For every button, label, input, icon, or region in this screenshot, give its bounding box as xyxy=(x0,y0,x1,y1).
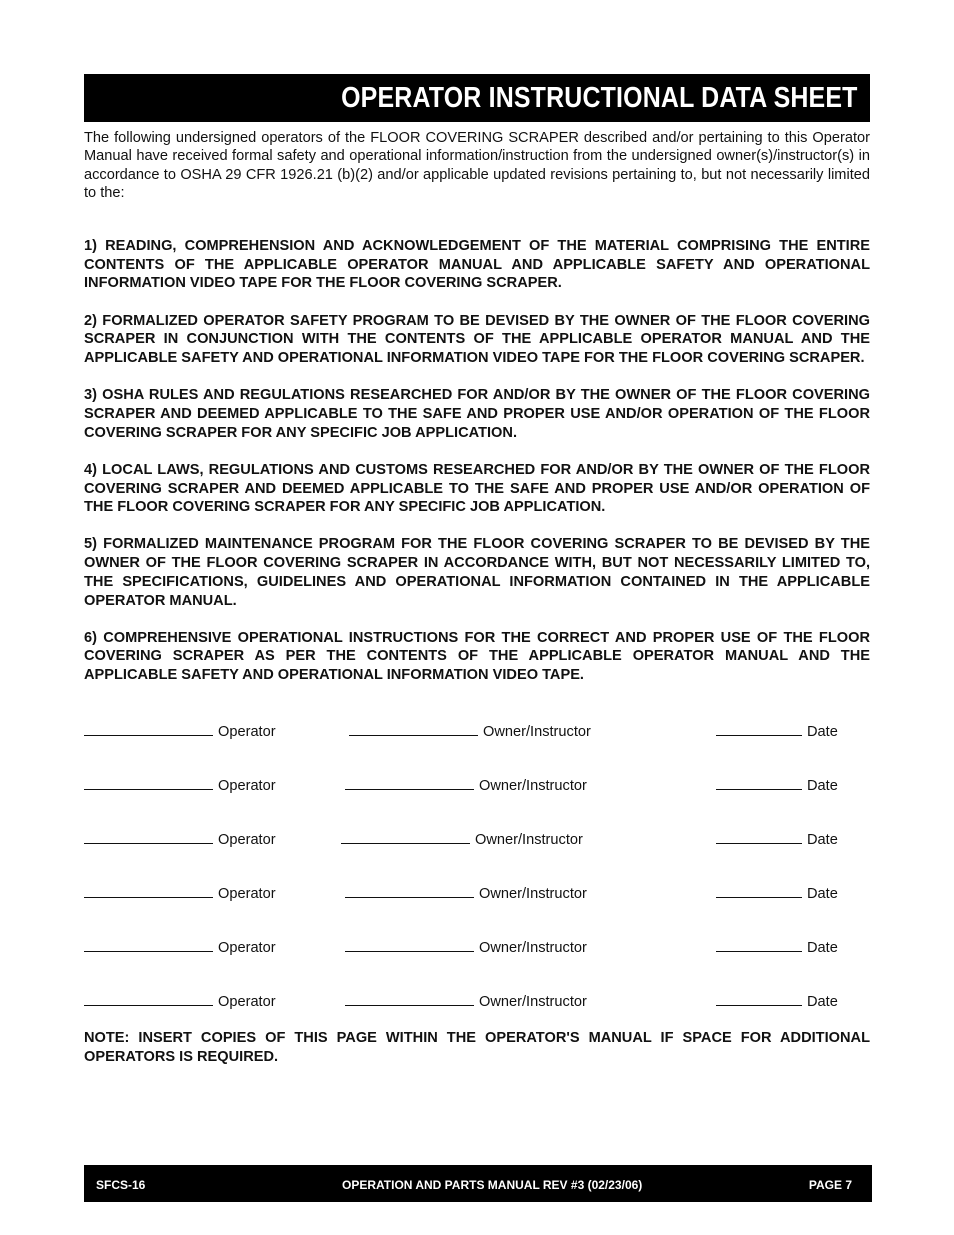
owner-label: Owner/Instructor xyxy=(479,778,587,794)
owner-field[interactable] xyxy=(345,938,587,958)
owner-field[interactable] xyxy=(341,830,583,850)
date-label: Date xyxy=(807,940,838,956)
footer-page-number: PAGE 7 xyxy=(808,1178,852,1192)
owner-blank[interactable] xyxy=(341,831,470,844)
date-field[interactable] xyxy=(716,722,838,742)
date-blank[interactable] xyxy=(716,777,802,790)
owner-label: Owner/Instructor xyxy=(483,724,591,740)
date-label: Date xyxy=(807,994,838,1010)
date-label: Date xyxy=(807,886,838,902)
operator-field[interactable] xyxy=(84,884,276,904)
owner-blank[interactable] xyxy=(345,993,474,1006)
operator-label: Operator xyxy=(218,940,276,956)
signature-row-2 xyxy=(84,776,870,796)
owner-label: Owner/Instructor xyxy=(479,886,587,902)
owner-label: Owner/Instructor xyxy=(479,940,587,956)
footer-manual-title: OPERATION AND PARTS MANUAL REV #3 (02/23/06) xyxy=(342,1178,643,1192)
operator-field[interactable] xyxy=(84,992,276,1012)
operator-blank[interactable] xyxy=(84,831,213,844)
owner-label: Owner/Instructor xyxy=(479,994,587,1010)
instruction-item-4: 4) LOCAL LAWS, REGULATIONS AND CUSTOMS RESEARCHED FOR AND/OR BY THE OWNER OF THE FLOOR COVERING SCRAPER AND DEEMED APPLICABLE TO THE SAFE AND PROPER USE AND/OR OPERATION OF THE FLOOR COVERING SCRAPER FOR ANY SPECIFIC JOB APPLICATION. xyxy=(84,461,870,516)
instruction-item-2: 2) FORMALIZED OPERATOR SAFETY PROGRAM TO BE DEVISED BY THE OWNER OF THE FLOOR COVERING SCRAPER IN CONJUNCTION WITH THE CONTENTS OF THE APPLICABLE OPERATOR MANUAL AND THE APPLICABLE SAFETY AND OPERATIONAL INFORMATION VIDEO TAPE FOR THE FLOOR COVERING SCRAPER. xyxy=(84,312,870,367)
operator-label: Operator xyxy=(218,832,276,848)
owner-field[interactable] xyxy=(349,722,591,742)
signature-row-3 xyxy=(84,830,870,850)
operator-blank[interactable] xyxy=(84,885,213,898)
intro-paragraph: The following undersigned operators of the FLOOR COVERING SCRAPER described and/or pertaining to this Operator Manual have received formal safety and operational information/instruction from the undersigned owner(s)/instructor(s) in accordance to OSHA 29 CFR 1926.21 (b)(2) and/or applicable updated revisions pertaining to, but not necessarily limited to the: xyxy=(84,130,870,201)
owner-label: Owner/Instructor xyxy=(475,832,583,848)
owner-blank[interactable] xyxy=(345,777,474,790)
signature-row-5 xyxy=(84,938,870,958)
operator-field[interactable] xyxy=(84,938,276,958)
signature-row-4 xyxy=(84,884,870,904)
owner-blank[interactable] xyxy=(349,723,478,736)
instruction-item-5: 5) FORMALIZED MAINTENANCE PROGRAM FOR THE FLOOR COVERING SCRAPER TO BE DEVISED BY THE OWNER OF THE FLOOR COVERING SCRAPER IN ACCORDANCE WITH, BUT NOT NECESSARILY LIMITED TO, THE SPECIFICATIONS, GUIDELINES AND OPERATIONAL INFORMATION CONTAINED IN THE APPLICABLE OPERATOR MANUAL. xyxy=(84,536,870,609)
signature-row-6 xyxy=(84,992,870,1012)
date-label: Date xyxy=(807,724,838,740)
operator-blank[interactable] xyxy=(84,777,213,790)
date-field[interactable] xyxy=(716,938,838,958)
operator-label: Operator xyxy=(218,886,276,902)
operator-field[interactable] xyxy=(84,776,276,796)
owner-blank[interactable] xyxy=(345,939,474,952)
date-field[interactable] xyxy=(716,776,838,796)
owner-field[interactable] xyxy=(345,776,587,796)
owner-blank[interactable] xyxy=(345,885,474,898)
date-field[interactable] xyxy=(716,830,838,850)
date-field[interactable] xyxy=(716,884,838,904)
date-blank[interactable] xyxy=(716,831,802,844)
operator-blank[interactable] xyxy=(84,723,213,736)
date-label: Date xyxy=(807,832,838,848)
date-blank[interactable] xyxy=(716,885,802,898)
operator-field[interactable] xyxy=(84,722,276,742)
signature-row-1 xyxy=(84,722,870,742)
note-text: NOTE: INSERT COPIES OF THIS PAGE WITHIN THE OPERATOR'S MANUAL IF SPACE FOR ADDITIONAL OPERATORS IS REQUIRED. xyxy=(84,1030,870,1065)
instruction-item-6: 6) COMPREHENSIVE OPERATIONAL INSTRUCTIONS FOR THE CORRECT AND PROPER USE OF THE FLOOR COVERING SCRAPER AS PER THE CONTENTS OF THE APPLICABLE OPERATOR MANUAL AND THE APPLICABLE SAFETY AND OPERATIONAL INFORMATION VIDEO TAPE. xyxy=(84,629,870,684)
footer-model: SFCS-16 xyxy=(96,1178,146,1192)
instruction-item-1: 1) READING, COMPREHENSION AND ACKNOWLEDGEMENT OF THE MATERIAL COMPRISING THE ENTIRE CONTENTS OF THE APPLICABLE OPERATOR MANUAL AND APPLICABLE SAFETY AND OPERATIONAL INFORMATION VIDEO TAPE FOR THE FLOOR COVERING SCRAPER. xyxy=(84,238,870,292)
instruction-list xyxy=(84,237,870,703)
date-blank[interactable] xyxy=(716,723,802,736)
operator-label: Operator xyxy=(218,994,276,1010)
operator-label: Operator xyxy=(218,724,276,740)
header-bar xyxy=(84,74,870,122)
operator-field[interactable] xyxy=(84,830,276,850)
date-blank[interactable] xyxy=(716,939,802,952)
operator-blank[interactable] xyxy=(84,993,213,1006)
operator-blank[interactable] xyxy=(84,939,213,952)
owner-field[interactable] xyxy=(345,992,587,1012)
date-label: Date xyxy=(807,778,838,794)
footer-bar xyxy=(84,1165,872,1202)
operator-label: Operator xyxy=(218,778,276,794)
page-title: OPERATOR INSTRUCTIONAL DATA SHEET xyxy=(341,82,858,114)
owner-field[interactable] xyxy=(345,884,587,904)
date-blank[interactable] xyxy=(716,993,802,1006)
instruction-item-3: 3) OSHA RULES AND REGULATIONS RESEARCHED FOR AND/OR BY THE OWNER OF THE FLOOR COVERING SCRAPER AND DEEMED APPLICABLE TO THE SAFE AND PROPER USE AND/OR OPERATION OF THE FLOOR COVERING SCRAPER FOR ANY SPECIFIC JOB APPLICATION. xyxy=(84,387,870,441)
date-field[interactable] xyxy=(716,992,838,1012)
